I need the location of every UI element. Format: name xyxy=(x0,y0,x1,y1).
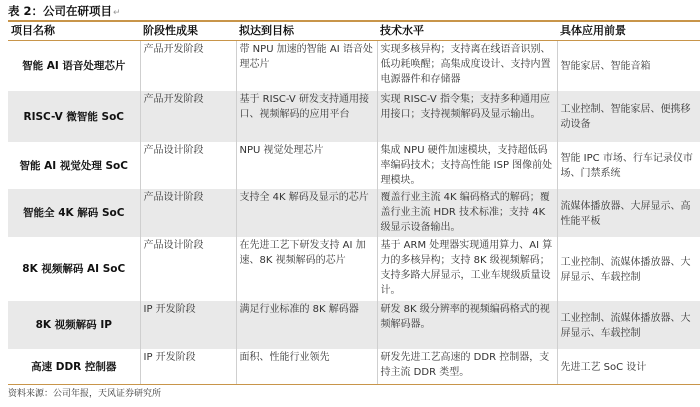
application-cell: 工业控制、流媒体播放器、大屏显示、车载控制 xyxy=(557,237,700,301)
tech-cell: 研发先进工艺高速的 DDR 控制器，支持主流 DDR 类型。 xyxy=(377,349,557,385)
goal-cell: 带 NPU 加速的智能 AI 语音处理芯片 xyxy=(236,41,377,92)
application-cell: 先进工艺 SoC 设计 xyxy=(557,349,700,385)
table-row xyxy=(8,349,700,385)
stage-cell: 产品开发阶段 xyxy=(140,41,236,92)
tech-cell: 研发 8K 级分辨率的视频编码格式的视频解码器。 xyxy=(377,301,557,349)
application-cell: 工业控制、流媒体播放器、大屏显示、车载控制 xyxy=(557,301,700,349)
table-row xyxy=(8,301,700,349)
project-name-cell: RISC-V 微智能 SoC xyxy=(8,91,140,142)
goal-cell: 在先进工艺下研发支持 AI 加速、8K 视频解码的芯片 xyxy=(236,237,377,301)
paragraph-mark-icon: ↵ xyxy=(113,8,121,18)
project-name-cell: 8K 视频解码 AI SoC xyxy=(22,263,126,275)
application-cell: 工业控制、智能家居、便携移动设备 xyxy=(557,91,700,142)
goal-cell: NPU 视觉处理芯片 xyxy=(236,142,377,189)
table-row xyxy=(8,237,700,301)
table-row xyxy=(8,91,700,142)
table-caption: 表 2：公司在研项目↵ xyxy=(8,4,121,18)
tech-cell: 实现多核异构；支持离在线语音识别、低功耗唤醒；高集成度设计、支持内置电源器件和存储器 xyxy=(377,41,557,92)
goal-cell: 满足行业标准的 8K 解码器 xyxy=(236,301,377,349)
table-bottom-rule xyxy=(8,384,700,385)
header-stage: 阶段性成果 xyxy=(140,22,236,41)
stage-cell: 产品设计阶段 xyxy=(140,142,236,189)
tech-cell: 基于 ARM 处理器实现通用算力、AI 算力的多核异构；支持 8K 级视频解码；支持多路大屏显示，工业车规级质量设计。 xyxy=(377,237,557,301)
project-name-cell: 8K 视频解码 IP xyxy=(8,301,140,349)
source-note: 资料来源：公司年报，天风证券研究所 xyxy=(8,389,162,399)
table-row xyxy=(8,41,700,92)
application-cell: 流媒体播放器、大屏显示、高性能平板 xyxy=(557,189,700,237)
stage-cell: IP 开发阶段 xyxy=(140,349,236,385)
table-header-row xyxy=(8,22,700,41)
stage-cell: 产品设计阶段 xyxy=(140,189,236,237)
stage-cell: 产品设计阶段 xyxy=(140,237,236,301)
header-tech: 技术水平 xyxy=(377,22,557,41)
header-application: 具体应用前景 xyxy=(557,22,700,41)
project-name-cell: 智能 AI 语音处理芯片 xyxy=(22,60,126,72)
application-cell: 智能家居、智能音箱 xyxy=(557,41,700,92)
stage-cell: IP 开发阶段 xyxy=(140,301,236,349)
tech-cell: 实现 RISC-V 指令集；支持多种通用应用接口；支持视频解码及显示输出。 xyxy=(377,91,557,142)
goal-cell: 支持全 4K 解码及显示的芯片 xyxy=(236,189,377,237)
tech-cell: 覆盖行业主流 4K 编码格式的解码；覆盖行业主流 HDR 技术标准；支持 4K 级显示设备输出。 xyxy=(377,189,557,237)
stage-cell: 产品开发阶段 xyxy=(140,91,236,142)
project-name-cell: 高速 DDR 控制器 xyxy=(31,361,117,373)
tech-cell: 集成 NPU 硬件加速模块，支持超低码率编码技术；支持高性能 ISP 图像前处理模块。 xyxy=(377,142,557,189)
header-project-name: 项目名称 xyxy=(8,22,140,41)
header-goal: 拟达到目标 xyxy=(236,22,377,41)
application-cell: 智能 IPC 市场、行车记录仪市场、门禁系统 xyxy=(557,142,700,189)
table-row xyxy=(8,142,700,189)
project-name-cell: 智能全 4K 解码 SoC xyxy=(8,189,140,237)
goal-cell: 基于 RISC-V 研发支持通用接口、视频解码的应用平台 xyxy=(236,91,377,142)
goal-cell: 面积、性能行业领先 xyxy=(236,349,377,385)
project-name-cell: 智能 AI 视觉处理 SoC xyxy=(19,159,128,172)
projects-table xyxy=(8,22,700,385)
table-row xyxy=(8,189,700,237)
